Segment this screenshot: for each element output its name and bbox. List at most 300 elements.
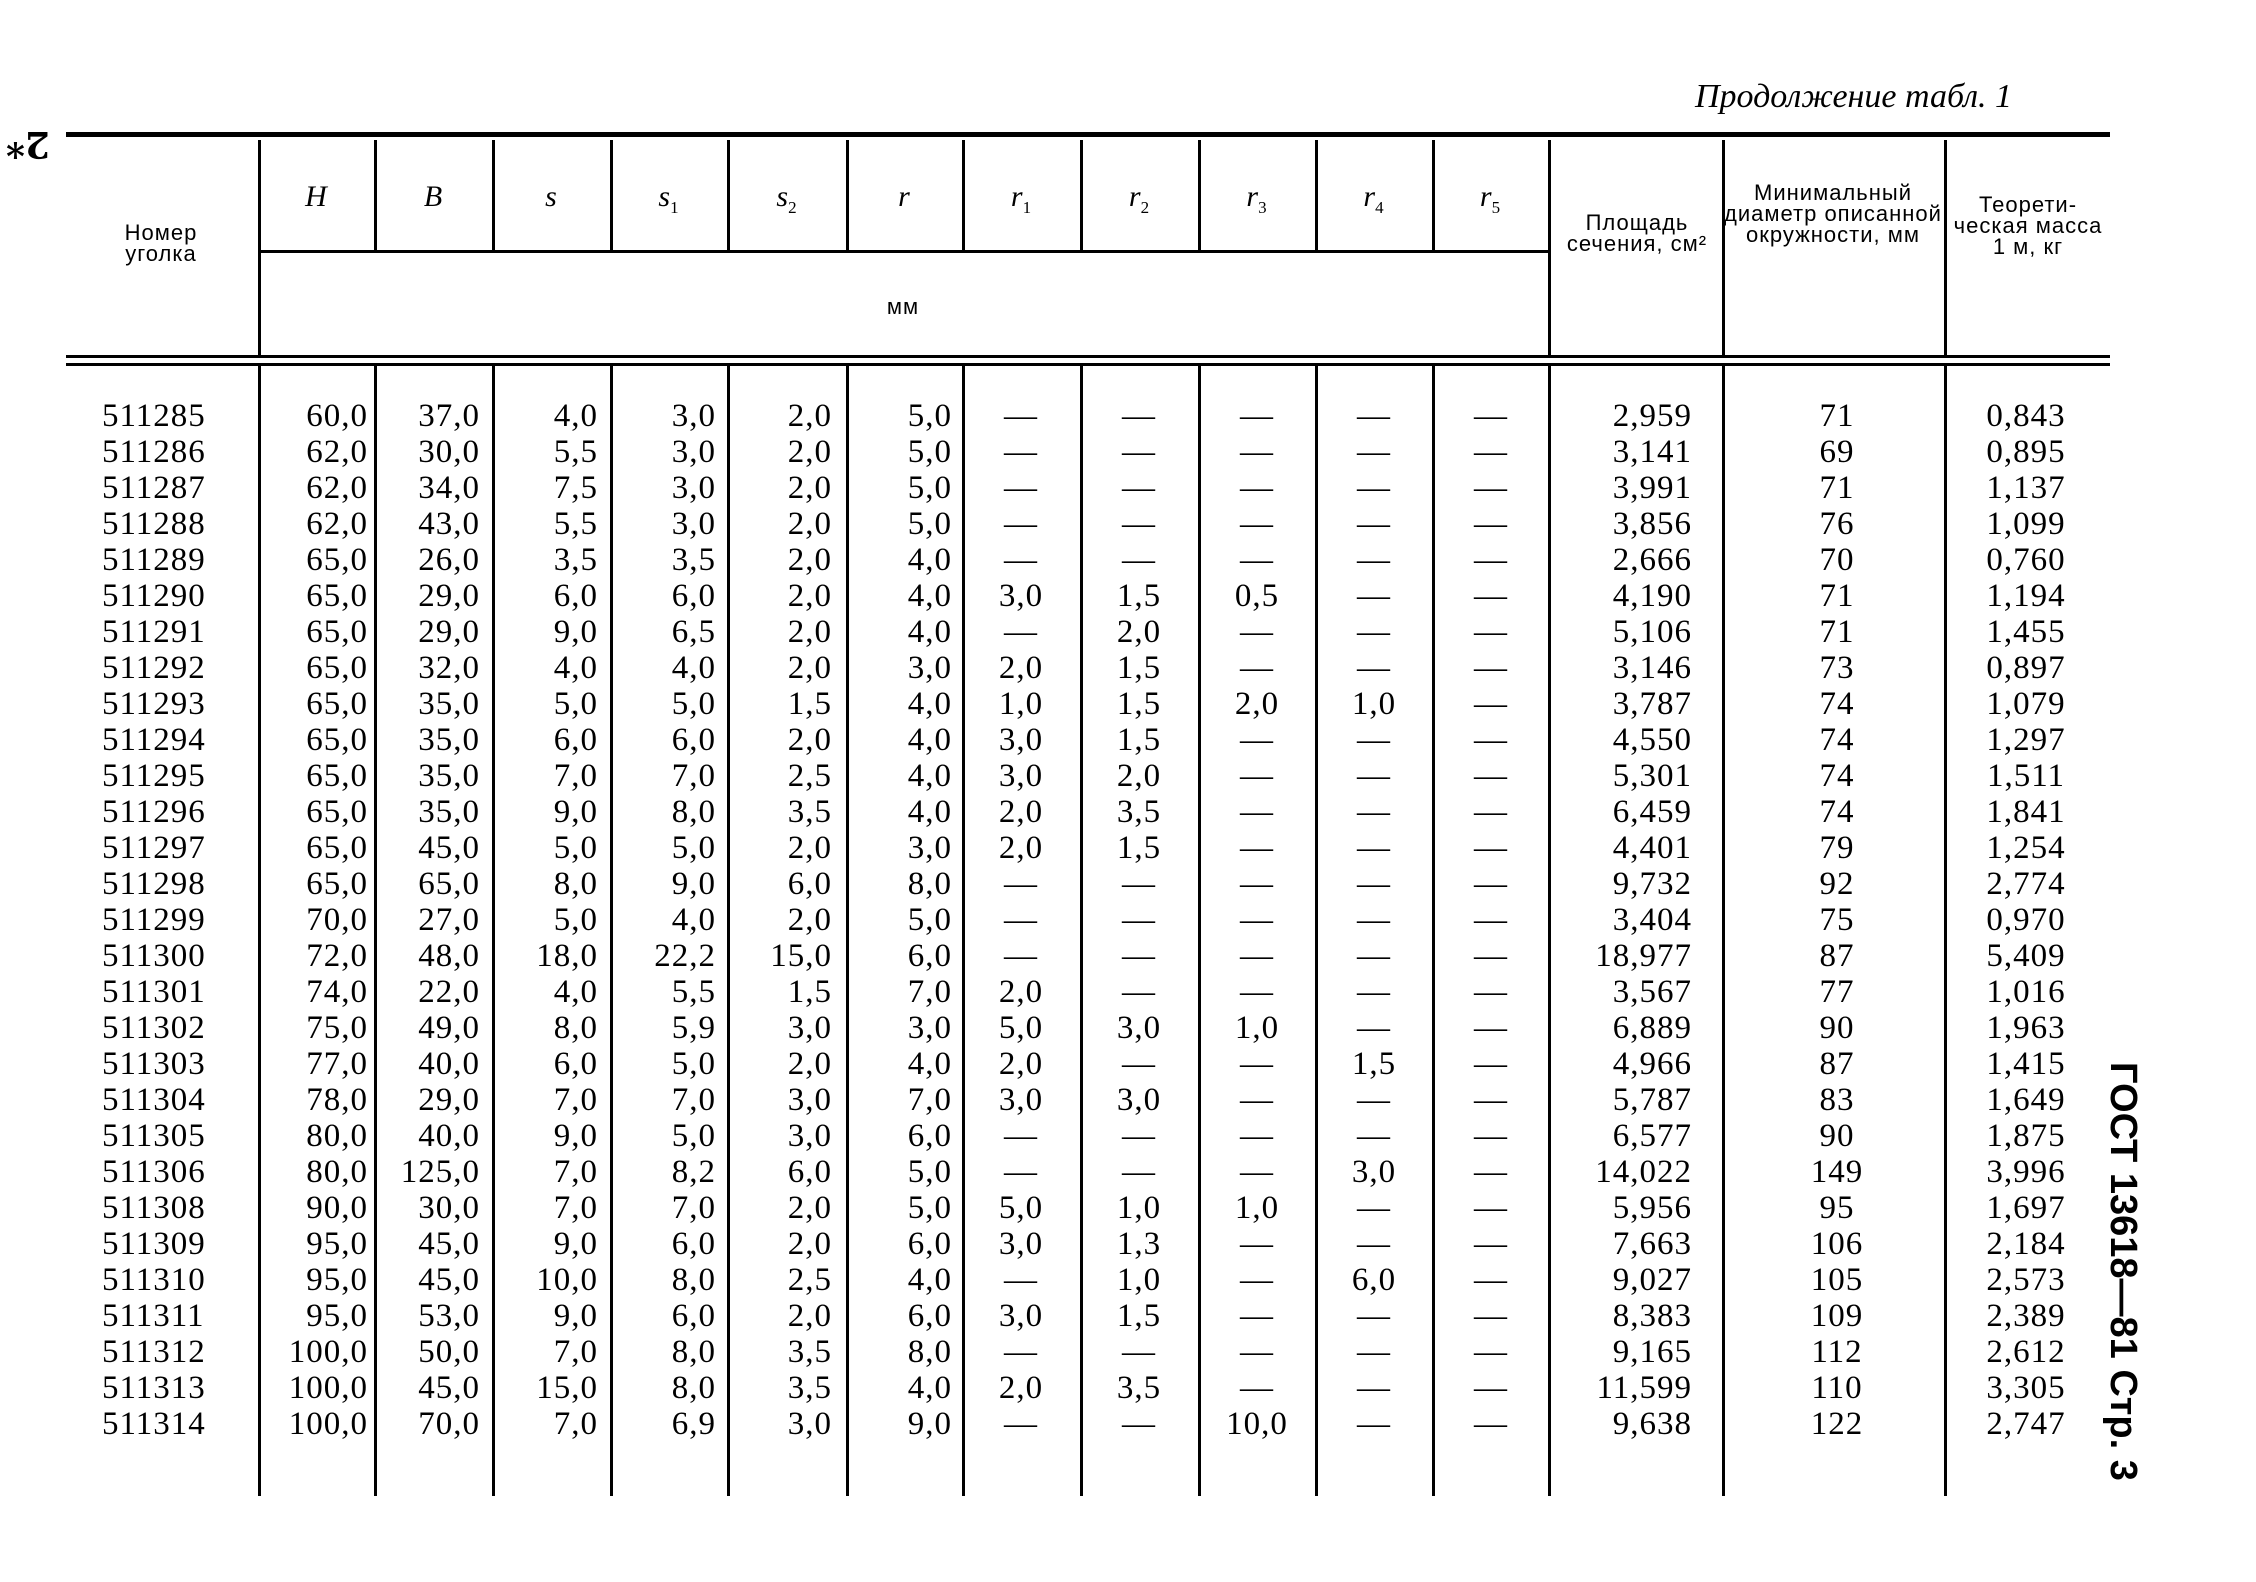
table-cell: 3,0: [998, 758, 1044, 794]
table-cell: 3,5: [1116, 794, 1162, 830]
table-cell: 62,0: [306, 434, 368, 470]
table-row: [66, 1226, 2106, 1262]
table-cell: 2,0: [787, 434, 832, 470]
table-cell: —: [1474, 1226, 1508, 1262]
table-cell: 5,5: [671, 974, 716, 1010]
table-cell: —: [1474, 1370, 1508, 1406]
table-cell: 3,0: [998, 1298, 1044, 1334]
table-cell: 4,0: [907, 758, 952, 794]
table-cell: —: [1474, 758, 1508, 794]
table-cell: 3,0: [1351, 1154, 1397, 1190]
table-cell: —: [1122, 974, 1156, 1010]
table-cell: 5,0: [907, 398, 952, 434]
table-row: [66, 614, 2106, 650]
table-cell: —: [1474, 1046, 1508, 1082]
table-cell: 1,0: [1234, 1190, 1280, 1226]
table-cell: 69: [1819, 434, 1855, 470]
table-cell: 1,5: [1116, 578, 1162, 614]
angle-number-cell: 511302: [102, 1010, 206, 1046]
table-cell: 7,0: [907, 1082, 952, 1118]
table-cell: 75,0: [306, 1010, 368, 1046]
header-unit: мм: [886, 294, 920, 319]
angle-number-cell: 511312: [102, 1334, 206, 1370]
table-cell: 3,0: [787, 1082, 832, 1118]
table-cell: 5,956: [1612, 1190, 1692, 1226]
table-cell: —: [1122, 866, 1156, 902]
header-symbol-col-2: B: [423, 180, 443, 213]
table-row: [66, 1046, 2106, 1082]
table-cell: —: [1474, 578, 1508, 614]
table-cell: —: [1122, 542, 1156, 578]
table-cell: 22,0: [418, 974, 480, 1010]
table-cell: —: [1357, 722, 1391, 758]
table-cell: 49,0: [418, 1010, 480, 1046]
table-cell: 3,5: [787, 794, 832, 830]
header-bottom-rule-2: [66, 363, 2110, 366]
table-cell: —: [1474, 722, 1508, 758]
table-cell: —: [1122, 1406, 1156, 1442]
table-cell: —: [1240, 1118, 1274, 1154]
table-cell: 45,0: [418, 830, 480, 866]
table-cell: 1,5: [1116, 722, 1162, 758]
table-cell: —: [1357, 938, 1391, 974]
header-column-rule: [1548, 140, 1551, 355]
table-row: [66, 1010, 2106, 1046]
angle-number-cell: 511301: [102, 974, 206, 1010]
header-symbol-col-6: r: [898, 180, 910, 213]
table-cell: 9,732: [1612, 866, 1692, 902]
table-cell: 8,0: [671, 1370, 716, 1406]
table-cell: 7,0: [671, 758, 716, 794]
table-cell: —: [1474, 902, 1508, 938]
angle-number-cell: 511303: [102, 1046, 206, 1082]
table-cell: —: [1357, 578, 1391, 614]
table-cell: 73: [1819, 650, 1855, 686]
angle-number-cell: 511305: [102, 1118, 206, 1154]
table-cell: 6,0: [671, 1226, 716, 1262]
table-cell: 3,0: [998, 578, 1044, 614]
table-cell: 6,0: [907, 938, 952, 974]
table-cell: 7,0: [553, 1334, 598, 1370]
table-row: [66, 1262, 2106, 1298]
table-cell: 5,0: [553, 830, 598, 866]
table-cell: 6,0: [907, 1298, 952, 1334]
table-cell: 8,0: [671, 1334, 716, 1370]
table-cell: —: [1240, 722, 1274, 758]
table-cell: 2,0: [787, 506, 832, 542]
table-cell: 8,0: [671, 1262, 716, 1298]
table-cell: —: [1240, 542, 1274, 578]
table-cell: 106: [1810, 1226, 1864, 1262]
table-cell: 75: [1819, 902, 1855, 938]
table-cell: —: [1357, 1190, 1391, 1226]
header-column-rule: [1722, 140, 1725, 355]
table-cell: 45,0: [418, 1226, 480, 1262]
table-cell: —: [1004, 470, 1038, 506]
unit-row-divider: [258, 250, 1548, 253]
table-cell: 100,0: [288, 1334, 368, 1370]
table-cell: 7,0: [553, 1406, 598, 1442]
table-row: [66, 686, 2106, 722]
table-cell: 3,5: [787, 1370, 832, 1406]
table-cell: 3,0: [787, 1010, 832, 1046]
table-cell: 4,190: [1612, 578, 1692, 614]
table-cell: 1,297: [1986, 722, 2066, 758]
table-cell: 9,638: [1612, 1406, 1692, 1442]
table-cell: —: [1004, 542, 1038, 578]
table-cell: 1,254: [1986, 830, 2066, 866]
angle-number-cell: 511290: [102, 578, 206, 614]
table-cell: —: [1004, 506, 1038, 542]
table-cell: 5,0: [553, 902, 598, 938]
table-cell: 80,0: [306, 1118, 368, 1154]
table-cell: 4,0: [907, 1370, 952, 1406]
table-cell: —: [1357, 542, 1391, 578]
angle-number-cell: 511306: [102, 1154, 206, 1190]
table-cell: 10,0: [1226, 1406, 1288, 1442]
table-cell: 34,0: [418, 470, 480, 506]
table-cell: —: [1240, 650, 1274, 686]
table-cell: 2,0: [787, 1298, 832, 1334]
table-cell: 5,0: [907, 1190, 952, 1226]
table-cell: 5,0: [907, 470, 952, 506]
table-row: [66, 830, 2106, 866]
table-cell: —: [1004, 1334, 1038, 1370]
table-cell: 2,0: [998, 794, 1044, 830]
angle-number-cell: 511308: [102, 1190, 206, 1226]
table-cell: 9,0: [907, 1406, 952, 1442]
table-cell: 71: [1819, 578, 1855, 614]
table-cell: 40,0: [418, 1118, 480, 1154]
header-symbol-col-7: $r_1$: [1010, 180, 1032, 217]
table-cell: 83: [1819, 1082, 1855, 1118]
table-cell: 40,0: [418, 1046, 480, 1082]
table-cell: 65,0: [418, 866, 480, 902]
table-cell: 7,0: [553, 758, 598, 794]
table-cell: 71: [1819, 614, 1855, 650]
table-cell: 90: [1819, 1010, 1855, 1046]
table-cell: —: [1004, 614, 1038, 650]
table-cell: 65,0: [306, 722, 368, 758]
table-cell: —: [1240, 974, 1274, 1010]
table-row: [66, 434, 2106, 470]
table-cell: 0,760: [1986, 542, 2066, 578]
table-cell: —: [1240, 902, 1274, 938]
table-cell: 2,0: [1116, 758, 1162, 794]
table-cell: 2,0: [1234, 686, 1280, 722]
table-cell: 3,787: [1612, 686, 1692, 722]
angle-number-cell: 511296: [102, 794, 206, 830]
angle-number-cell: 511297: [102, 830, 206, 866]
table-cell: 7,0: [553, 1154, 598, 1190]
table-cell: 65,0: [306, 830, 368, 866]
table-cell: —: [1122, 398, 1156, 434]
table-cell: 26,0: [418, 542, 480, 578]
table-cell: 65,0: [306, 650, 368, 686]
header-symbol-col-11: $r_5$: [1479, 180, 1501, 217]
table-cell: 1,079: [1986, 686, 2066, 722]
table-cell: 8,0: [553, 866, 598, 902]
table-cell: 80,0: [306, 1154, 368, 1190]
angle-number-cell: 511288: [102, 506, 206, 542]
table-cell: 29,0: [418, 578, 480, 614]
table-cell: —: [1240, 866, 1274, 902]
table-row: [66, 542, 2106, 578]
table-cell: 74: [1819, 722, 1855, 758]
table-cell: 30,0: [418, 434, 480, 470]
table-cell: 2,184: [1986, 1226, 2066, 1262]
table-cell: —: [1004, 1262, 1038, 1298]
table-cell: 29,0: [418, 1082, 480, 1118]
table-cell: —: [1474, 866, 1508, 902]
table-cell: 9,165: [1612, 1334, 1692, 1370]
table-cell: —: [1474, 794, 1508, 830]
table-cell: 4,0: [907, 1046, 952, 1082]
table-cell: 2,0: [787, 614, 832, 650]
table-cell: 100,0: [288, 1406, 368, 1442]
table-cell: 1,5: [1116, 650, 1162, 686]
table-cell: —: [1357, 1406, 1391, 1442]
table-cell: 3,5: [671, 542, 716, 578]
table-cell: 45,0: [418, 1370, 480, 1406]
table-cell: —: [1357, 506, 1391, 542]
table-cell: —: [1004, 902, 1038, 938]
table-cell: 2,0: [998, 1046, 1044, 1082]
table-row: [66, 938, 2106, 974]
table-cell: 77,0: [306, 1046, 368, 1082]
table-cell: 5,301: [1612, 758, 1692, 794]
table-cell: —: [1474, 1406, 1508, 1442]
table-cell: 79: [1819, 830, 1855, 866]
table-row: [66, 722, 2106, 758]
table-cell: —: [1004, 866, 1038, 902]
table-cell: 110: [1811, 1370, 1863, 1406]
table-cell: 3,0: [787, 1118, 832, 1154]
table-cell: 70,0: [306, 902, 368, 938]
table-cell: 53,0: [418, 1298, 480, 1334]
table-cell: 4,0: [553, 398, 598, 434]
table-cell: 65,0: [306, 542, 368, 578]
table-cell: 2,5: [787, 758, 832, 794]
table-cell: 37,0: [418, 398, 480, 434]
table-cell: —: [1004, 398, 1038, 434]
table-cell: 5,0: [907, 506, 952, 542]
table-cell: —: [1122, 938, 1156, 974]
table-cell: 65,0: [306, 758, 368, 794]
table-cell: —: [1357, 794, 1391, 830]
table-row: [66, 866, 2106, 902]
table-cell: 5,9: [671, 1010, 716, 1046]
table-cell: 2,0: [998, 1370, 1044, 1406]
table-cell: —: [1240, 434, 1274, 470]
table-cell: —: [1122, 506, 1156, 542]
table-cell: 10,0: [536, 1262, 598, 1298]
table-cell: 122: [1810, 1406, 1864, 1442]
table-cell: 1,5: [1116, 830, 1162, 866]
table-cell: 6,0: [787, 1154, 832, 1190]
table-cell: 2,747: [1986, 1406, 2066, 1442]
table-cell: —: [1004, 1154, 1038, 1190]
angle-number-cell: 511285: [102, 398, 206, 434]
table-cell: —: [1122, 470, 1156, 506]
table-cell: 11,599: [1596, 1370, 1692, 1406]
table-cell: 1,0: [1234, 1010, 1280, 1046]
table-cell: 32,0: [418, 650, 480, 686]
table-cell: 62,0: [306, 470, 368, 506]
table-cell: —: [1474, 506, 1508, 542]
table-cell: 6,889: [1612, 1010, 1692, 1046]
table-cell: 9,0: [553, 614, 598, 650]
table-cell: —: [1357, 830, 1391, 866]
table-cell: —: [1240, 938, 1274, 974]
table-cell: 4,0: [671, 650, 716, 686]
table-cell: 78,0: [306, 1082, 368, 1118]
table-cell: 95,0: [306, 1262, 368, 1298]
table-cell: —: [1474, 1010, 1508, 1046]
table-cell: 1,5: [1116, 686, 1162, 722]
table-cell: —: [1240, 506, 1274, 542]
table-cell: —: [1004, 1118, 1038, 1154]
table-cell: —: [1474, 542, 1508, 578]
table-cell: —: [1474, 1334, 1508, 1370]
standard-code-page-label: ГОСТ 13618—81 Стр. 3: [2102, 1062, 2144, 1481]
table-cell: 15,0: [536, 1370, 598, 1406]
table-cell: 3,141: [1612, 434, 1692, 470]
table-cell: 4,401: [1612, 830, 1692, 866]
table-cell: 1,5: [1351, 1046, 1397, 1082]
table-cell: —: [1240, 830, 1274, 866]
table-cell: 6,9: [671, 1406, 716, 1442]
table-cell: 77: [1819, 974, 1855, 1010]
angle-number-cell: 511311: [102, 1298, 205, 1334]
table-cell: —: [1004, 1406, 1038, 1442]
table-cell: 65,0: [306, 794, 368, 830]
table-cell: 1,5: [787, 974, 832, 1010]
table-cell: 9,0: [553, 1118, 598, 1154]
table-cell: —: [1240, 614, 1274, 650]
table-cell: 4,0: [671, 902, 716, 938]
table-cell: 14,022: [1595, 1154, 1692, 1190]
table-cell: 95,0: [306, 1226, 368, 1262]
table-cell: 4,0: [907, 794, 952, 830]
table-cell: 71: [1819, 470, 1855, 506]
table-cell: 7,0: [671, 1190, 716, 1226]
table-cell: —: [1240, 1334, 1274, 1370]
angle-number-cell: 511291: [102, 614, 206, 650]
table-cell: —: [1357, 1370, 1391, 1406]
table-cell: —: [1357, 974, 1391, 1010]
table-cell: 1,963: [1986, 1010, 2066, 1046]
table-cell: —: [1474, 1118, 1508, 1154]
table-cell: 1,0: [1116, 1190, 1162, 1226]
table-row: [66, 650, 2106, 686]
table-cell: 65,0: [306, 614, 368, 650]
table-cell: 5,0: [998, 1190, 1044, 1226]
table-cell: —: [1357, 398, 1391, 434]
table-cell: 72,0: [306, 938, 368, 974]
table-cell: —: [1122, 902, 1156, 938]
table-cell: 9,027: [1612, 1262, 1692, 1298]
table-cell: 3,0: [671, 398, 716, 434]
table-cell: —: [1240, 1298, 1274, 1334]
table-cell: 45,0: [418, 1262, 480, 1298]
table-cell: 109: [1810, 1298, 1864, 1334]
table-cell: —: [1240, 1370, 1274, 1406]
table-cell: 5,0: [671, 686, 716, 722]
angle-number-cell: 511289: [102, 542, 206, 578]
table-cell: 7,0: [553, 1190, 598, 1226]
table-cell: 2,5: [787, 1262, 832, 1298]
table-cell: —: [1240, 758, 1274, 794]
table-cell: 1,0: [1351, 686, 1397, 722]
table-cell: 105: [1810, 1262, 1864, 1298]
table-cell: 5,0: [671, 1046, 716, 1082]
table-cell: 5,0: [907, 1154, 952, 1190]
table-cell: 8,0: [907, 1334, 952, 1370]
table-cell: —: [1240, 470, 1274, 506]
table-cell: 1,137: [1986, 470, 2066, 506]
table-cell: 5,0: [907, 902, 952, 938]
table-cell: —: [1122, 1334, 1156, 1370]
table-cell: 4,0: [553, 650, 598, 686]
table-cell: 2,0: [1116, 614, 1162, 650]
table-row: [66, 794, 2106, 830]
table-cell: 6,0: [907, 1226, 952, 1262]
table-cell: 6,459: [1612, 794, 1692, 830]
table-cell: 3,0: [671, 434, 716, 470]
table-cell: —: [1474, 830, 1508, 866]
table-row: [66, 470, 2106, 506]
table-body: [66, 398, 2106, 1442]
table-cell: 4,0: [907, 578, 952, 614]
table-cell: 2,612: [1986, 1334, 2066, 1370]
table-cell: 2,0: [787, 1190, 832, 1226]
table-cell: 4,550: [1612, 722, 1692, 758]
header-symbol-col-1: H: [305, 180, 327, 213]
table-cell: 1,875: [1986, 1118, 2066, 1154]
table-cell: 8,0: [671, 794, 716, 830]
table-cell: 3,0: [907, 650, 952, 686]
angle-number-cell: 511299: [102, 902, 206, 938]
table-cell: 6,0: [671, 722, 716, 758]
table-cell: 4,0: [553, 974, 598, 1010]
angle-number-cell: 511300: [102, 938, 206, 974]
table-cell: —: [1004, 938, 1038, 974]
table-cell: 2,0: [787, 398, 832, 434]
table-row: [66, 1190, 2106, 1226]
angle-number-cell: 511314: [102, 1406, 206, 1442]
table-cell: 65,0: [306, 866, 368, 902]
table-cell: 100,0: [288, 1370, 368, 1406]
table-cell: 2,774: [1986, 866, 2066, 902]
table-cell: —: [1240, 1262, 1274, 1298]
table-cell: 2,389: [1986, 1298, 2066, 1334]
table-cell: 3,0: [671, 470, 716, 506]
table-cell: —: [1122, 1118, 1156, 1154]
table-cell: 3,567: [1612, 974, 1692, 1010]
table-row: [66, 1118, 2106, 1154]
angle-number-cell: 511298: [102, 866, 206, 902]
table-cell: 3,0: [998, 1082, 1044, 1118]
table-cell: 1,415: [1986, 1046, 2066, 1082]
table-cell: 2,0: [787, 722, 832, 758]
header-column-rule: [1944, 140, 1947, 355]
table-cell: 5,787: [1612, 1082, 1692, 1118]
table-cell: 2,0: [787, 830, 832, 866]
table-cell: 149: [1810, 1154, 1864, 1190]
table-cell: 3,991: [1612, 470, 1692, 506]
table-cell: 6,0: [907, 1118, 952, 1154]
